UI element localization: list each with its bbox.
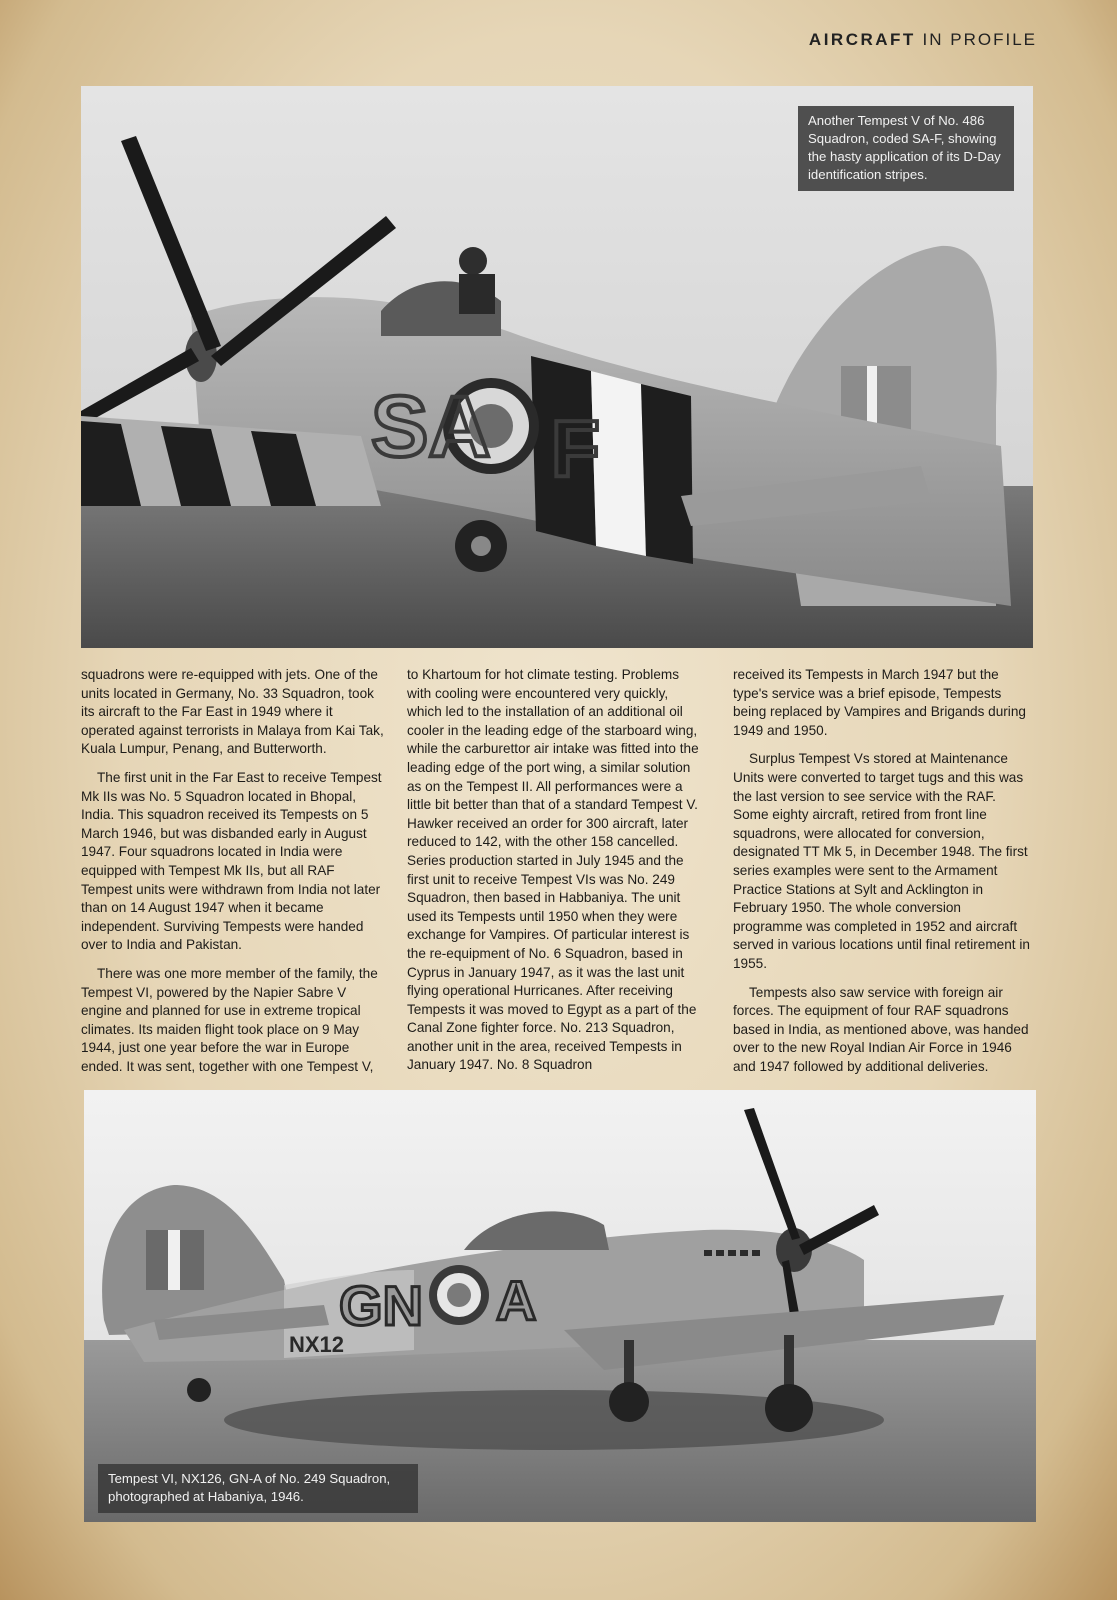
fuselage-code-left: SA (371, 379, 491, 475)
text-column-1 (81, 666, 386, 1086)
col1-paragraph-2: The first unit in the Far East to receive Tempest Mk IIs was No. 5 Squadron located in Bhopal, India. This squadron received its Tempests on 5 March 1946, but was disbanded early in August 1947. Four squadrons located in India were equipped with Tempest Mk IIs, but all RAF Tempest units were withdrawn from India not later than on 14 August 1947 when it became independent. Surviving Tempests were handed over to India and Pakistan. (81, 769, 382, 953)
header-light: IN PROFILE (915, 30, 1037, 49)
bottom-photo-caption: Tempest VI, NX126, GN-A of No. 249 Squadron, photographed at Habaniya, 1946. (98, 1464, 418, 1513)
header-strong: AIRCRAFT (808, 30, 916, 49)
text-column-2 (407, 666, 704, 1085)
text-column-3 (733, 666, 1033, 1086)
top-aircraft-photo (81, 86, 1033, 648)
fuselage-code-right: A (496, 1269, 537, 1332)
col1-paragraph-3: There was one more member of the family, the Tempest VI, powered by the Napier Sabre V engine and planned for use in extreme tropical climates. Its maiden flight took place on 9 May 1944, just one year before the war in Europe ended. It was sent, together with one Tempest V, (81, 965, 378, 1074)
col2-paragraph-1: to Khartoum for hot climate testing. Problems with cooling were encountered very quickly, which led to the installation of an additional oil cooler in the leading edge of the starboard wing, while the carburettor air intake was fitted into the leading edge of the port wing, a similar solution as on the Tempest II. All performances were a little bit better than that of a standard Tempest V. Hawker received an order for 300 aircraft, later reduced to 142, with the other 158 cancelled. Series production started in July 1945 and the first unit to receive Tempest VIs was No. 249 Squadron, then based in Habbaniya. The unit used its Tempests until 1950 when they were exchange for Vampires. Of particular interest is the re-equipment of No. 6 Squadron, based in Cyprus in January 1947, as it was the last unit flying operational Hurricanes. After receiving Tempests it was moved to Egypt as a part of the Canal Zone fighter force. No. 213 Squadron, another unit in the area, received Tempests in January 1947. No. 8 Squadron (407, 667, 699, 1073)
bottom-aircraft-photo (84, 1090, 1036, 1522)
tempest-vi-image (84, 1090, 1036, 1522)
fuselage-code-right: F (551, 404, 600, 493)
col3-paragraph-1: received its Tempests in March 1947 but the type's service was a brief episode, Tempests being replaced by Vampires and Brigands during 1949 and 1950. (733, 667, 1026, 738)
section-header (809, 30, 1037, 50)
fuselage-code-left: GN (339, 1274, 423, 1337)
col3-paragraph-3: Tempests also saw service with foreign air forces. The equipment of four RAF squadrons based in India, as mentioned above, was handed over to the new Royal Indian Air Force in 1946 and 1947 followed by additional deliveries. (733, 984, 1029, 1074)
col3-paragraph-2: Surplus Tempest Vs stored at Maintenance Units were converted to target tugs and this was the last version to see service with the RAF. Some eighty aircraft, retired from front line squadrons, were allocated for conversion, designated TT Mk 5, in December 1948. The first series examples were sent to the Armament Practice Stations at Sylt and Acklington in February 1950. The whole conversion programme was completed in 1952 and aircraft served in various locations until final retirement in 1955. (733, 751, 1030, 971)
top-photo-caption: Another Tempest V of No. 486 Squadron, coded SA-F, showing the hasty application of its D-Day identification stripes. (798, 106, 1014, 191)
aircraft-serial: NX12 (289, 1332, 345, 1357)
col1-paragraph-1: squadrons were re-equipped with jets. One of the units located in Germany, No. 33 Squadron, took its aircraft to the Far East in 1949 where it operated against terrorists in Malaya from Kai Tak, Kuala Lumpur, Penang, and Butterworth. (81, 667, 384, 757)
